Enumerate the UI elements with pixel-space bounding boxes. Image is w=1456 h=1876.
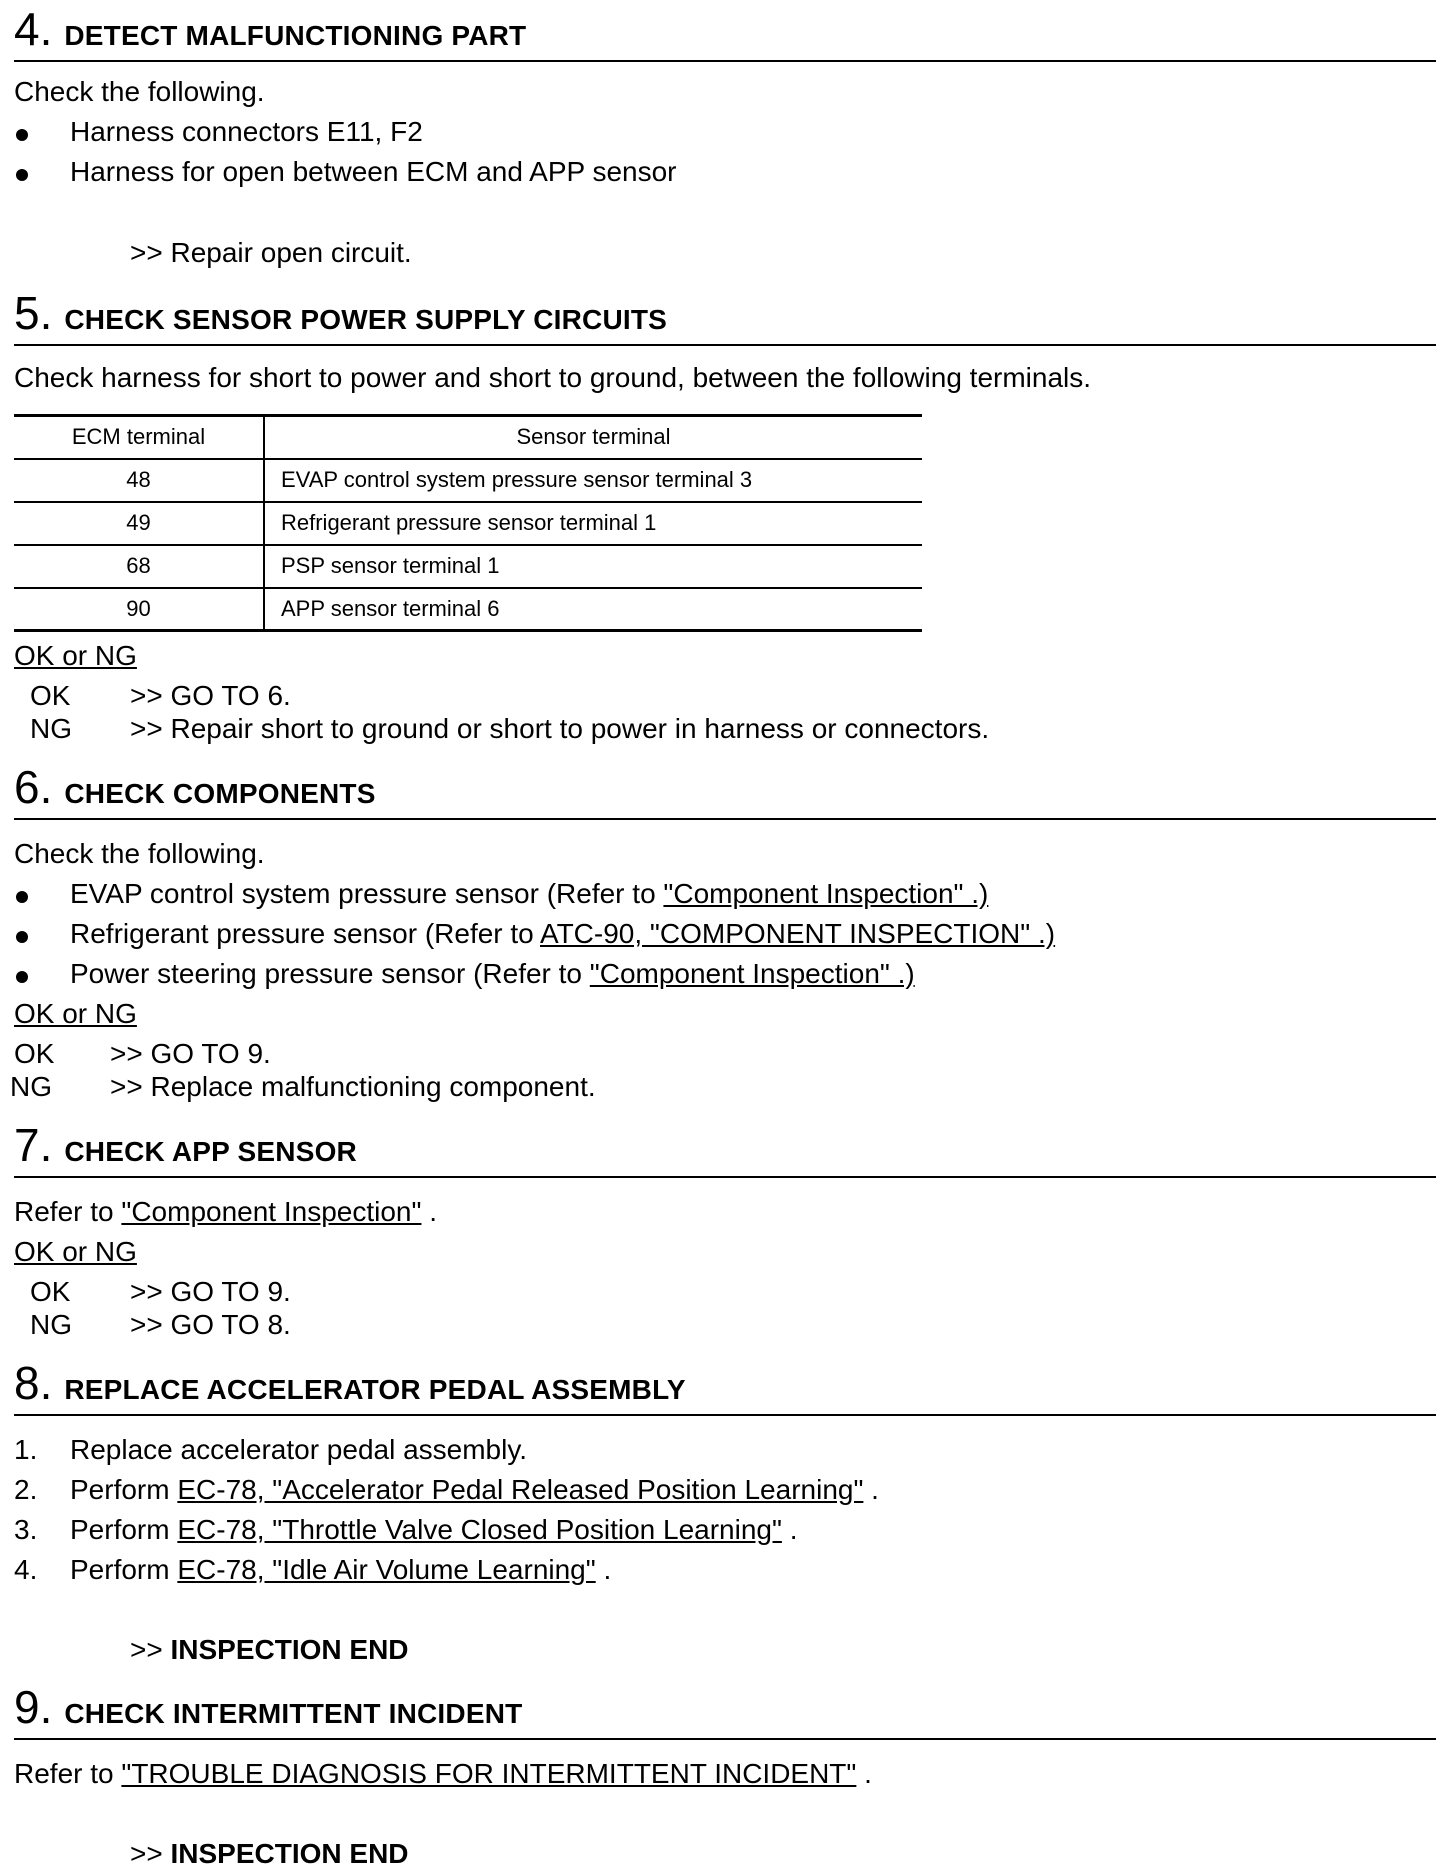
table-cell: Refrigerant pressure sensor terminal 1: [264, 502, 922, 545]
bullet-dot-icon: [16, 971, 28, 983]
ng-action: >> Repair short to ground or short to power in harness or connectors.: [130, 713, 990, 744]
table-row: [14, 459, 922, 502]
numbered-item: 2. Perform EC-78, "Accelerator Pedal Released Position Learning" .: [14, 1474, 879, 1505]
step-title: CHECK APP SENSOR: [64, 1136, 357, 1167]
table-row: [14, 545, 922, 588]
step-title: CHECK INTERMITTENT INCIDENT: [64, 1698, 523, 1729]
table-cell: 90: [14, 588, 264, 631]
bullet-dot-icon: [16, 931, 28, 943]
step-number: 9: [14, 1681, 40, 1733]
step-5-intro: Check harness for short to power and short to ground, between the following terminals.: [14, 362, 1092, 393]
ng-action: >> Replace malfunctioning component.: [110, 1071, 596, 1102]
step-number: 6: [14, 761, 40, 813]
step-number: 4: [14, 3, 40, 55]
ok-label: OK: [30, 1276, 71, 1307]
ok-label: OK: [14, 1038, 55, 1069]
step-7-header: 7 . CHECK APP SENSOR: [14, 1122, 1436, 1178]
step-5: [14, 287, 1436, 346]
column-header: Sensor terminal: [264, 416, 922, 459]
step-4-header: 4 . DETECT MALFUNCTIONING PART: [14, 6, 1436, 62]
ng-label: NG: [30, 713, 72, 744]
step-9-refer: Refer to "TROUBLE DIAGNOSIS FOR INTERMITTENT INCIDENT" .: [14, 1758, 872, 1789]
ng-label: NG: [10, 1071, 52, 1102]
bullet-dot-icon: [16, 129, 28, 141]
step-5-header: 5 . CHECK SENSOR POWER SUPPLY CIRCUITS: [14, 290, 1436, 346]
ok-action: >> GO TO 6.: [130, 680, 291, 711]
accelerator-pedal-learning-link[interactable]: EC-78, "Accelerator Pedal Released Position Learning": [177, 1474, 864, 1505]
table-row: [14, 588, 922, 631]
table-cell: 68: [14, 545, 264, 588]
step-title: CHECK COMPONENTS: [64, 778, 376, 809]
atc-90-link[interactable]: ATC-90, "COMPONENT INSPECTION" .): [539, 918, 1056, 949]
step-6-intro: Check the following.: [14, 838, 265, 869]
ok-or-ng-label: OK or NG: [14, 1236, 137, 1267]
table-cell: 48: [14, 459, 264, 502]
step-7: [14, 1119, 1436, 1178]
idle-air-volume-learning-link[interactable]: EC-78, "Idle Air Volume Learning": [177, 1554, 596, 1585]
component-inspection-link[interactable]: "Component Inspection" .): [589, 958, 915, 989]
component-inspection-link[interactable]: "Component Inspection" .): [663, 878, 989, 909]
intermittent-incident-link[interactable]: "TROUBLE DIAGNOSIS FOR INTERMITTENT INCIDENT": [121, 1758, 857, 1789]
step-8: [14, 1357, 1436, 1416]
component-inspection-link[interactable]: "Component Inspection": [121, 1196, 422, 1227]
numbered-item: 1. Replace accelerator pedal assembly.: [14, 1434, 528, 1465]
numbered-item: 3. Perform EC-78, "Throttle Valve Closed Position Learning" .: [14, 1514, 798, 1545]
step-number: 8: [14, 1357, 40, 1409]
ok-or-ng-label: OK or NG: [14, 998, 137, 1029]
ok-action: >> GO TO 9.: [110, 1038, 271, 1069]
step-6: [14, 761, 1436, 820]
step-title: REPLACE ACCELERATOR PEDAL ASSEMBLY: [64, 1374, 686, 1405]
column-header: ECM terminal: [14, 416, 264, 459]
numbered-item: 4. Perform EC-78, "Idle Air Volume Learning" .: [14, 1554, 612, 1585]
table-header-row: [14, 416, 922, 459]
bullet-dot-icon: [16, 169, 28, 181]
ok-or-ng-label: OK or NG: [14, 640, 137, 671]
table-cell: PSP sensor terminal 1: [264, 545, 922, 588]
bullet-dot-icon: [16, 891, 28, 903]
step-4-result: >> Repair open circuit.: [130, 237, 412, 268]
throttle-valve-learning-link[interactable]: EC-78, "Throttle Valve Closed Position Learning": [177, 1514, 782, 1545]
step-7-refer: Refer to "Component Inspection" .: [14, 1196, 438, 1227]
step-title: CHECK SENSOR POWER SUPPLY CIRCUITS: [64, 304, 668, 335]
inspection-end: >> INSPECTION END: [130, 1634, 409, 1665]
step-title: DETECT MALFUNCTIONING PART: [64, 20, 527, 51]
step-6-header: 6 . CHECK COMPONENTS: [14, 764, 1436, 820]
step-9-header: 9 . CHECK INTERMITTENT INCIDENT: [14, 1684, 1436, 1740]
service-manual-page: 4 . DETECT MALFUNCTIONING PART Check the following. Harness connectors E11, F2 Harness for open between ECM and APP sensor >> Repair open circuit. 5 . CHECK SENSOR POWER SUPPLY CIRCUITS Check harness for short to power and short to ground, between the following terminals. ECM terminal Sensor terminal 48 EVAP control system pressure sensor terminal 3 49 Refrigerant pressure sensor terminal 1 68 PSP sensor terminal 1 90 APP sensor terminal 6 OK or NG OK >> GO TO 6. NG >> Repair short to ground or short to power in harness or connectors. 6 . CHECK COMPONENTS Check the following. EVAP control system pressure sensor (Refer to "Component Inspection" .) Refrigerant pressure sensor (Refer to ATC-90, "COMPONENT INSPECTION" .) Power steering pressure sensor (Refer to "Component Inspection" .) OK or NG OK >> GO TO 9. NG >> Replace malfunctioning component. 7 . CHECK APP SENSOR Refer to "Component Inspection" . OK or NG OK >> GO TO 9. NG >> GO TO 8. 8 . REPLACE ACCELERATOR PEDAL ASSEMBLY 1. Replace accelerator pedal assembly. 2. Perform EC-78, "Accelerator Pedal Released Position Learning" . 3. Perform EC-78, "Throttle Valve Closed Position Learning" . 4. Perform EC-78, "Idle Air Volume Learning" . >> INSPECTION END 9 . CHECK INTERMITTENT INCIDENT Refer to "TROUBLE DIAGNOSIS FOR INTERMITTENT INCIDENT" . >> INSPECTION END: [0, 0, 1456, 1876]
ok-action: >> GO TO 9.: [130, 1276, 291, 1307]
step-number: 7: [14, 1119, 40, 1171]
ok-label: OK: [30, 680, 71, 711]
ng-action: >> GO TO 8.: [130, 1309, 291, 1340]
step-8-header: 8 . REPLACE ACCELERATOR PEDAL ASSEMBLY: [14, 1360, 1436, 1416]
step-4: [14, 3, 1436, 62]
inspection-end: >> INSPECTION END: [130, 1838, 409, 1869]
table-cell: APP sensor terminal 6: [264, 588, 922, 631]
terminal-table: [14, 414, 922, 632]
ng-label: NG: [30, 1309, 72, 1340]
table-cell: EVAP control system pressure sensor terminal 3: [264, 459, 922, 502]
table-row: [14, 502, 922, 545]
step-9: [14, 1681, 1436, 1740]
table-cell: 49: [14, 502, 264, 545]
step-number: 5: [14, 287, 40, 339]
step-4-intro: Check the following.: [14, 76, 265, 107]
